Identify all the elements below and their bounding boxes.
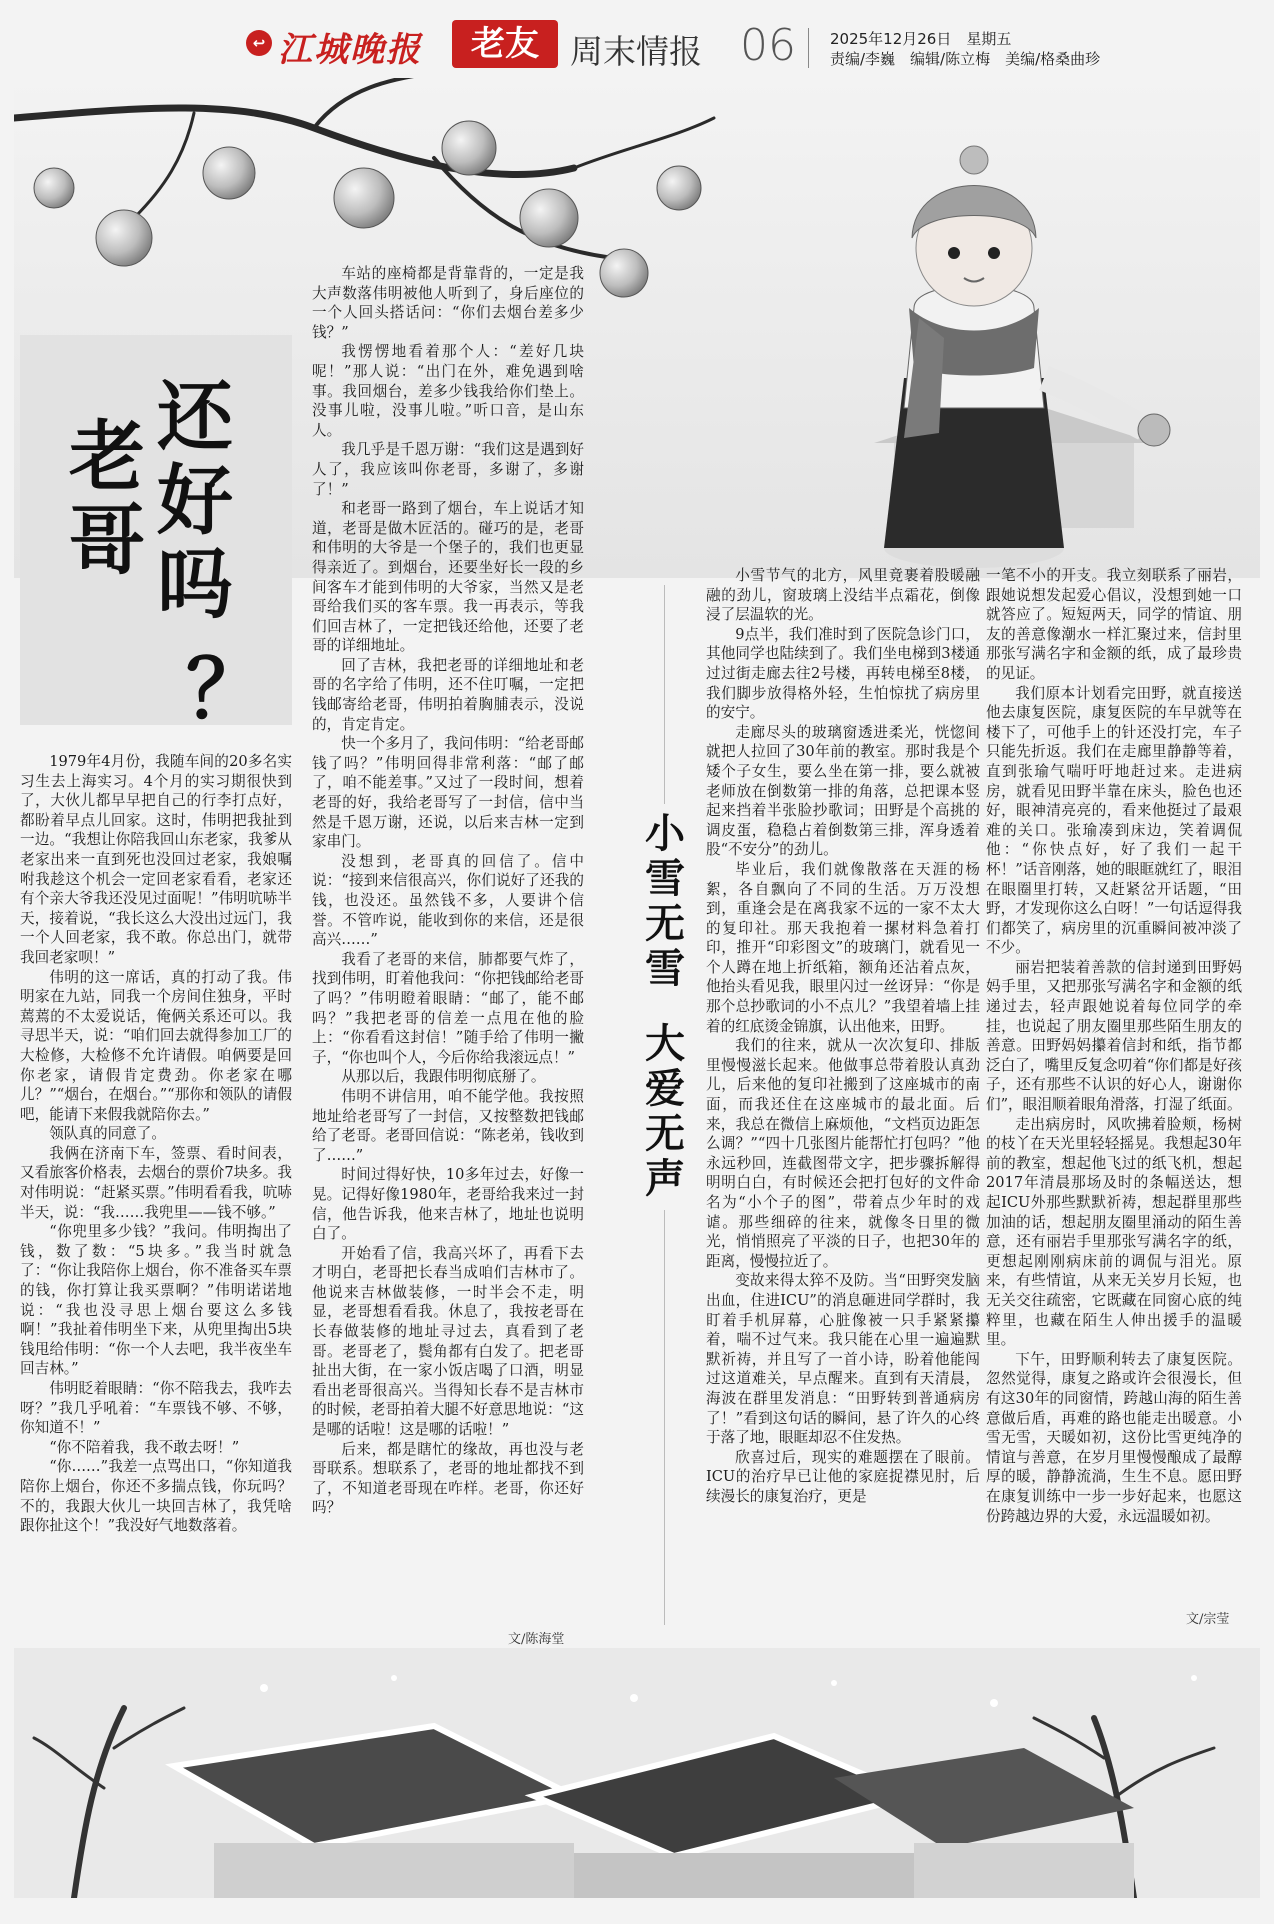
issue-date: 2025年12月26日 星期五 [830, 30, 1012, 48]
paragraph: 时间过得好快，10多年过去，好像一晃。记得好像1980年，老哥给我来过一封信，他告诉我，他来吉林了，地址也说明白了。 [312, 1166, 584, 1243]
story1-column-a [20, 752, 292, 1536]
paragraph: 快一个多月了，我问伟明：“给老哥邮钱了吗？”伟明回得非常利落：“邮了邮了，咱不能差事。”又过了一段时间，想着老哥的好，我给老哥写了一封信，信中当然是千恩万谢，还说，以后来吉林一定到家串门。 [312, 735, 584, 851]
paragraph: 变故来得太猝不及防。当“田野突发脑出血，住进ICU”的消息砸进同学群时，我盯着手机屏幕，心脏像被一只手紧紧攥着，喘不过气来。我只能在心里一遍遍默默祈祷，并且写了一首小诗，盼着他能闯过这道难关，早点醒来。直到有天清晨，海波在群里发消息：“田野转到普通病房了！”看到这句话的瞬间，悬了许久的心终于落了地，眼眶却忍不住发热。 [706, 1272, 980, 1447]
paragraph: 车站的座椅都是背靠背的，一定是我大声数落伟明被他人听到了，身后座位的一个人回头搭话问：“你们去烟台差多少钱？” [312, 265, 584, 341]
page-number: 06 [740, 20, 796, 71]
paragraph: 9点半，我们准时到了医院急诊门口，其他同学也陆续到了。我们坐电梯到3楼通过过街走廊去往2号楼，再转电梯至8楼，我们脚步放得格外轻，生怕惊扰了病房里的安宁。 [706, 625, 980, 722]
paper-logo-icon: ↩ [246, 30, 272, 56]
paragraph: “你不陪着我，我不敢去呀！” [49, 1438, 240, 1456]
paragraph: 我几乎是千恩万谢：“我们这是遇到好人了，我应该叫你老哥，多谢了，多谢了！” [312, 441, 584, 498]
paragraph: “你……”我差一点骂出口，“你知道我陪你上烟台，你还不多揣点钱，你玩吗？不的，我跟大伙儿一块回吉林了，我凭啥跟你扯这个！”我没好气地数落着。 [20, 1458, 292, 1535]
paragraph: 从那以后，我跟伟明彻底掰了。 [341, 1068, 546, 1086]
story1-title-line2: 老哥 [69, 412, 145, 585]
paragraph: 我们的往来，就从一次次复印、排版里慢慢滋长起来。他做事总带着股认真劲儿，后来他的复印社搬到了这座城市的南面，而我还住在这座城市的最北面。后来，我总在微信上麻烦他，“文档页边距怎么调？”“四十几张图片能帮忙打包吗？”他永远秒回，连截图带文字，把步骤拆解得明明白白，有时候还会把打包好的文件命名为“小个子的图”，带着点少年时的戏谑。那些细碎的往来，就像冬日里的微光，悄悄照亮了平淡的日子，也把30年的距离，慢慢拉近了。 [706, 1037, 980, 1270]
paragraph: 我们原本计划看完田野，就直接送他去康复医院，康复医院的车早就等在楼下了，可他手上的针还没打完，车子只能先折返。我们在走廊里静静等着，直到张瑜气喘吁吁地赶过来。走进病房，就看见田野半靠在床头，脸色也还好，眼神清亮亮的，看来他挺过了最艰难的关口。张瑜凑到床边，笑着调侃他：“你快点好，好了我们一起干杯！”话音刚落，她的眼眶就红了，眼泪在眼圈里打转，又赶紧岔开话题，“田野，才发现你这么白呀！”一句话逗得我们都笑了，病房里的沉重瞬间被冲淡了不少。 [986, 684, 1242, 957]
footer-illustration [14, 1648, 1260, 1898]
paragraph: 我看了老哥的来信，肺都要气炸了，找到伟明，盯着他我问：“你把钱邮给老哥了吗？”伟明瞪着眼睛：“邮了，能不邮吗？”我把老哥的信差一点甩在他的脸上：“你看看这封信！”随手给了伟明一撇子，“你也叫个人，今后你给我滚远点！” [312, 950, 584, 1066]
paragraph: 和老哥一路到了烟台，车上说话才知道，老哥是做木匠活的。碰巧的是，老哥和伟明的大爷是一个堡子的，我们也更显得亲近了。到烟台，还要坐好长一段的乡间客车才能到伟明的大爷家，当然又是老哥给我们买的客车票。我一再表示，等我们回吉林了，一定把钱还给他，还要了老哥的详细地址。 [312, 500, 584, 655]
story1-title-line1: 还好吗 [157, 372, 233, 629]
paragraph: 一笔不小的开支。我立刻联系了丽岩，跟她说想发起爱心倡议，没想到她一口就答应了。短短两天，同学的情谊、朋友的善意像潮水一样汇聚过来，信封里那张写满名字和金额的纸，成了最珍贵的见证。 [986, 567, 1242, 682]
paragraph: 领队真的同意了。 [49, 1125, 166, 1143]
story1-title-question-mark: ？ [186, 643, 266, 736]
paragraph: 1979年4月份，我随车间的20多名实习生去上海实习。4个月的实习期很快到了，大伙儿都早早把自己的行李打点好，都盼着早点儿回家。这时，伟明把我扯到一边。“我想让你陪我回山东老家，我爹从老家出来一直到死也没回过老家，我娘嘱咐我趁这个机会一定回老家看看，老家还有个亲大爷我还没见过面呢！”伟明吭哧半天，接着说，“我长这么大没出过远门，我一个人回老家，我不敢。你总出门，就带我回老家呗！” [20, 753, 292, 966]
paragraph: 走出病房时，风吹拂着脸颊，杨树的枝丫在天光里轻轻摇晃。我想起30年前的教室，想起他飞过的纸飞机，想起2017年清晨那场及时的条幅送达，想起ICU外那些默默祈祷，想起群里那些加油的话，想起朋友圈里涌动的陌生善意，还有丽岩手里那张写满名字的纸，更想起刚刚病床前的调侃与泪光。原来，有些情谊，从来无关岁月长短，也无关交往疏密，它既藏在同窗心底的纯粹里，也藏在陌生人伸出援手的温暖里。 [986, 1115, 1242, 1349]
story1-column-b [312, 264, 584, 1518]
masthead [0, 0, 1274, 78]
paragraph: 走廊尽头的玻璃窗透进柔光，恍惚间就把人拉回了30年前的教室。那时我是个矮个子女生，要么坐在第一排，要么就被老师放在倒数第一排的角落，总把课本竖起来挡着半张脸抄歌词；田野是个高挑的调皮蛋，稳稳占着倒数第三排，浑身透着股“不安分”的劲儿。 [706, 723, 980, 859]
editors-credit: 责编/李巍 编辑/陈立梅 美编/格桑曲珍 [830, 50, 1101, 68]
column-badge: 老友 [452, 20, 558, 68]
story2-byline: 文/宗莹 [1186, 1612, 1230, 1627]
paragraph: 回了吉林，我把老哥的详细地址和老哥的名字给了伟明，还不住叮嘱，一定把钱邮寄给老哥，伟明拍着胸脯表示，没说的，肯定肯定。 [312, 656, 584, 733]
paragraph: 丽岩把装着善款的信封递到田野妈妈手里，又把那张写满名字和金额的纸递过去，轻声跟她说着每位同学的牵挂，也说起了朋友圈里那些陌生朋友的善意。田野妈妈攥着信封和纸，指节都泛白了，嘴里反复念叨着“你们都是好孩子，还有那些不认识的好心人，谢谢你们”，眼泪顺着眼角滑落，打湿了纸面。 [986, 958, 1242, 1114]
paragraph: 毕业后，我们就像散落在天涯的杨絮，各自飘向了不同的生活。万万没想到，重逢会是在离我家不远的一家不太大的复印社。那天我抱着一摞材料急着打印，推开“印彩图文”的玻璃门，就看见一个人蹲在地上折纸箱，额角还沾着点灰，他抬头看见我，眼里闪过一丝讶异：“你是那个总抄歌词的小不点儿？”我望着墙上挂着的红底烫金锦旗，认出他来，田野。 [706, 860, 980, 1035]
title-gap [638, 992, 692, 1022]
paragraph: 我愣愣地看着那个人：“差好几块呢！”那人说：“出门在外，难免遇到啥事。我回烟台，差多少钱我给你们垫上。没事儿啦，没事儿啦。”听口音，是山东人。 [312, 343, 584, 439]
paragraph: 开始看了信，我高兴坏了，再看下去才明白，老哥把长春当成咱们吉林市了。他说来吉林做装修，一时半会不走，明显，老哥想看看我。休息了，我按老哥在长春做装修的地址寻过去，真看到了老哥。老哥老了，鬓角都有白发了。把老哥扯出大街，在一家小饭店喝了口酒，明显看出老哥很高兴。当得知长春不是吉林市的时候，老哥拍着大腿不好意思地说：“这是哪的话啦！这是哪的话啦！” [312, 1244, 584, 1439]
paper-name: 江城晚报 [278, 30, 422, 70]
paragraph: 伟明的这一席话，真的打动了我。伟明家在九站，同我一个房间住独身，平时蔫蔫的不太爱说话，俺俩关系还可以。我寻思半天，说：“咱们回去就得参加工厂的大检修，大检修不允许请假。咱俩要是回你老家，请假肯定费劲。你老家在哪儿？”“烟台，在烟台。”“那你和领队的请假吧，能请下来假我就陪你去。” [20, 968, 292, 1123]
masthead-divider [808, 28, 809, 68]
story2-title-part1: 小雪无雪 [645, 811, 685, 992]
paragraph: 伟明不讲信用，咱不能学他。我按照地址给老哥写了一封信，又按整数把钱邮给了老哥。老哥回信说：“陈老弟，钱收到了……” [312, 1087, 584, 1164]
story1-byline: 文/陈海堂 [508, 1632, 565, 1647]
paragraph: 后来，都是瞎忙的缘故，再也没与老哥联系。想联系了，老哥的地址都找不到了，不知道老哥现在咋样。老哥，你还好吗？ [312, 1440, 584, 1517]
story2-title-part2: 大爱无声 [645, 1021, 685, 1202]
story2-column-a [706, 566, 980, 1507]
paragraph: 下午，田野顺利转去了康复医院。忽然觉得，康复之路或许会很漫长，但有这30年的同窗情，跨越山海的陌生善意做后盾，再难的路也能走出暖意。小雪无雪，天暖如初，这份比雪更纯净的情谊与善意，在岁月里慢慢酿成了最醇厚的暖，静静流淌，生生不息。愿田野在康复训练中一步一步好起来，也愿这份跨越边界的大爱，永远温暖如初。 [986, 1350, 1242, 1525]
paragraph: 小雪节气的北方，风里竟裹着股暖融融的劲儿，窗玻璃上没结半点霜花，倒像浸了层温软的光。 [706, 567, 980, 624]
story2-title [638, 804, 692, 1210]
paragraph: 我俩在济南下车，签票、看时间表，又看旅客价格表，去烟台的票价7块多。我对伟明说：“赶紧买票。”伟明看看我，吭哧半天，说：“我……我兜里——钱不够。” [20, 1144, 292, 1221]
section-name: 周末情报 [570, 32, 702, 71]
paragraph: 伟明眨着眼睛：“你不陪我去，我咋去呀？”我几乎吼着：“车票钱不够、不够，你知道不！” [20, 1380, 292, 1437]
paragraph: 欣喜过后，现实的难题摆在了眼前。ICU的治疗早已让他的家庭捉襟见肘，后续漫长的康复治疗，更是 [706, 1448, 980, 1505]
story2-column-b [986, 566, 1242, 1526]
paragraph: “你兜里多少钱？”我问。伟明掏出了钱，数了数：“5块多。”我当时就急了：“你让我陪你上烟台，你不准备买车票的钱，你打算让我买票啊？”伟明诺诺地说：“我也没寻思上烟台要这么多钱啊！”我扯着伟明坐下来，从兜里掏出5块钱甩给伟明：“你一个人去吧，我半夜坐车回吉林。” [20, 1223, 292, 1378]
paragraph: 没想到，老哥真的回信了。信中说：“接到来信很高兴，你们说好了还我的钱，也没还。虽然钱不多，人要讲个信誉。不管咋说，能收到你的来信，还是很高兴……” [312, 852, 584, 949]
